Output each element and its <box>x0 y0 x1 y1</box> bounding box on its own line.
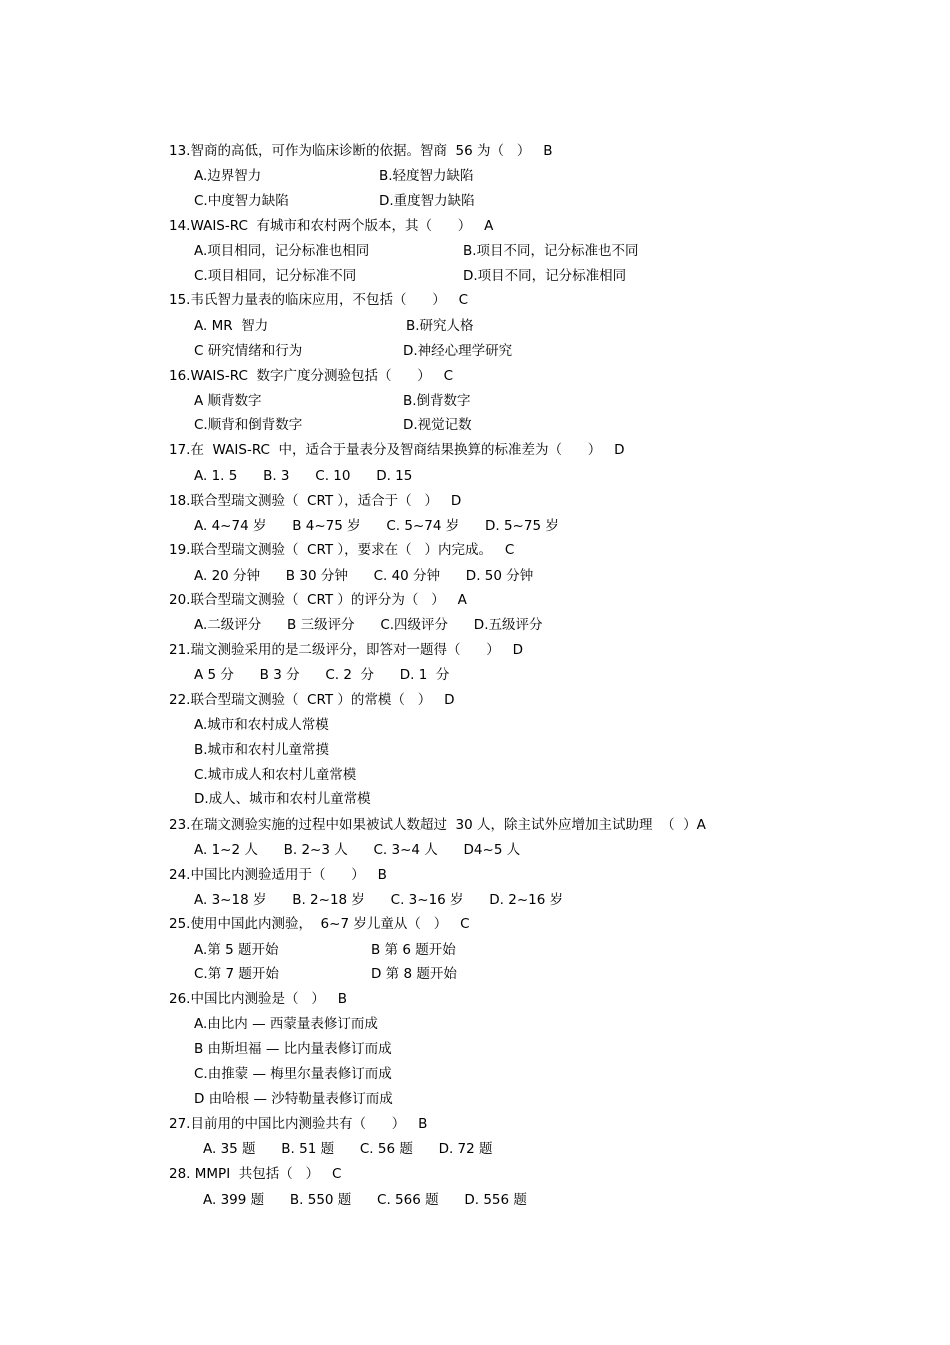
question-14-option-a: A.项目相同，记分标准也相同 <box>194 243 370 259</box>
question-15-stem: 15.韦氏智力量表的临床应用，不包括（ ） C <box>169 292 469 308</box>
question-28-stem: 28. MMPI 共包括（ ） C <box>169 1166 342 1182</box>
question-25-option-b: B 第 6 题开始 <box>371 942 456 958</box>
question-20-stem: 20.联合型瑞文测验（ CRT ）的评分为（ ） A <box>169 592 467 608</box>
question-26-option-b: B 由斯坦福 — 比内量表修订而成 <box>194 1041 392 1057</box>
question-25-option-c: C.第 7 题开始 <box>194 966 279 982</box>
question-26-option-a: A.由比内 — 西蒙量表修订而成 <box>194 1016 378 1032</box>
question-22-stem: 22.联合型瑞文测验（ CRT ）的常模（ ） D <box>169 692 455 708</box>
question-13-stem: 13.智商的高低，可作为临床诊断的依据。智商 56 为（ ） B <box>169 143 553 159</box>
question-17-options: A. 1. 5 B. 3 C. 10 D. 15 <box>194 468 413 484</box>
question-27-stem: 27.目前用的中国比内测验共有（ ） B <box>169 1116 428 1132</box>
question-26-option-d: D 由哈根 — 沙特勒量表修订而成 <box>194 1091 393 1107</box>
question-22-option-d: D.成人、城市和农村儿童常模 <box>194 791 371 807</box>
question-24-stem: 24.中国比内测验适用于（ ） B <box>169 867 387 883</box>
question-22-option-b: B.城市和农村儿童常摸 <box>194 742 330 758</box>
question-14-stem: 14.WAIS-RC 有城市和农村两个版本，其（ ） A <box>169 218 494 234</box>
question-16-option-c: C.顺背和倒背数字 <box>194 417 303 433</box>
question-17-stem: 17.在 WAIS-RC 中，适合于量表分及智商结果换算的标准差为（ ） D <box>169 442 625 458</box>
question-16-stem: 16.WAIS-RC 数字广度分测验包括（ ） C <box>169 368 454 384</box>
question-13-option-d: D.重度智力缺陷 <box>379 193 475 209</box>
question-22-option-c: C.城市成人和农村儿童常模 <box>194 767 357 783</box>
question-15-option-c: C 研究情绪和行为 <box>194 343 303 359</box>
question-27-options: A. 35 题 B. 51 题 C. 56 题 D. 72 题 <box>203 1141 493 1157</box>
question-13-option-c: C.中度智力缺陷 <box>194 193 289 209</box>
question-23-options: A. 1~2 人 B. 2~3 人 C. 3~4 人 D4~5 人 <box>194 842 521 858</box>
question-21-stem: 21.瑞文测验采用的是二级评分，即答对一题得（ ） D <box>169 642 523 658</box>
question-14-option-b: B.项目不同，记分标准也不同 <box>463 243 639 259</box>
question-25-option-a: A.第 5 题开始 <box>194 942 279 958</box>
question-15-option-b: B.研究人格 <box>406 318 474 334</box>
question-16-option-b: B.倒背数字 <box>403 393 471 409</box>
question-19-stem: 19.联合型瑞文测验（ CRT ），要求在（ ）内完成。 C <box>169 542 515 558</box>
question-15-option-d: D.神经心理学研究 <box>403 343 513 359</box>
question-18-options: A. 4~74 岁 B 4~75 岁 C. 5~74 岁 D. 5~75 岁 <box>194 518 559 534</box>
question-25-stem: 25.使用中国此内测验， 6~7 岁儿童从（ ） C <box>169 916 470 932</box>
question-16-option-a: A 顺背数字 <box>194 393 262 409</box>
question-19-options: A. 20 分钟 B 30 分钟 C. 40 分钟 D. 50 分钟 <box>194 568 534 584</box>
question-23-stem: 23.在瑞文测验实施的过程中如果被试人数超过 30 人，除主试外应增加主试助理 （ ）A <box>169 817 706 833</box>
question-26-option-c: C.由推蒙 — 梅里尔量表修订而成 <box>194 1066 392 1082</box>
question-13-option-a: A.边界智力 <box>194 168 262 184</box>
question-14-option-d: D.项目不同，记分标准相同 <box>463 268 627 284</box>
question-16-option-d: D.视觉记数 <box>403 417 472 433</box>
question-26-stem: 26.中国比内测验是（ ） B <box>169 991 347 1007</box>
question-24-options: A. 3~18 岁 B. 2~18 岁 C. 3~16 岁 D. 2~16 岁 <box>194 892 564 908</box>
question-14-option-c: C.项目相同，记分标准不同 <box>194 268 357 284</box>
question-15-option-a: A. MR 智力 <box>194 318 269 334</box>
question-28-options: A. 399 题 B. 550 题 C. 566 题 D. 556 题 <box>203 1192 527 1208</box>
question-18-stem: 18.联合型瑞文测验（ CRT ），适合于（ ） D <box>169 493 462 509</box>
question-21-options: A 5 分 B 3 分 C. 2 分 D. 1 分 <box>194 667 450 683</box>
question-25-option-d: D 第 8 题开始 <box>371 966 457 982</box>
question-13-option-b: B.轻度智力缺陷 <box>379 168 474 184</box>
question-20-options: A.二级评分 B 三级评分 C.四级评分 D.五级评分 <box>194 617 543 633</box>
question-22-option-a: A.城市和农村成人常模 <box>194 717 329 733</box>
